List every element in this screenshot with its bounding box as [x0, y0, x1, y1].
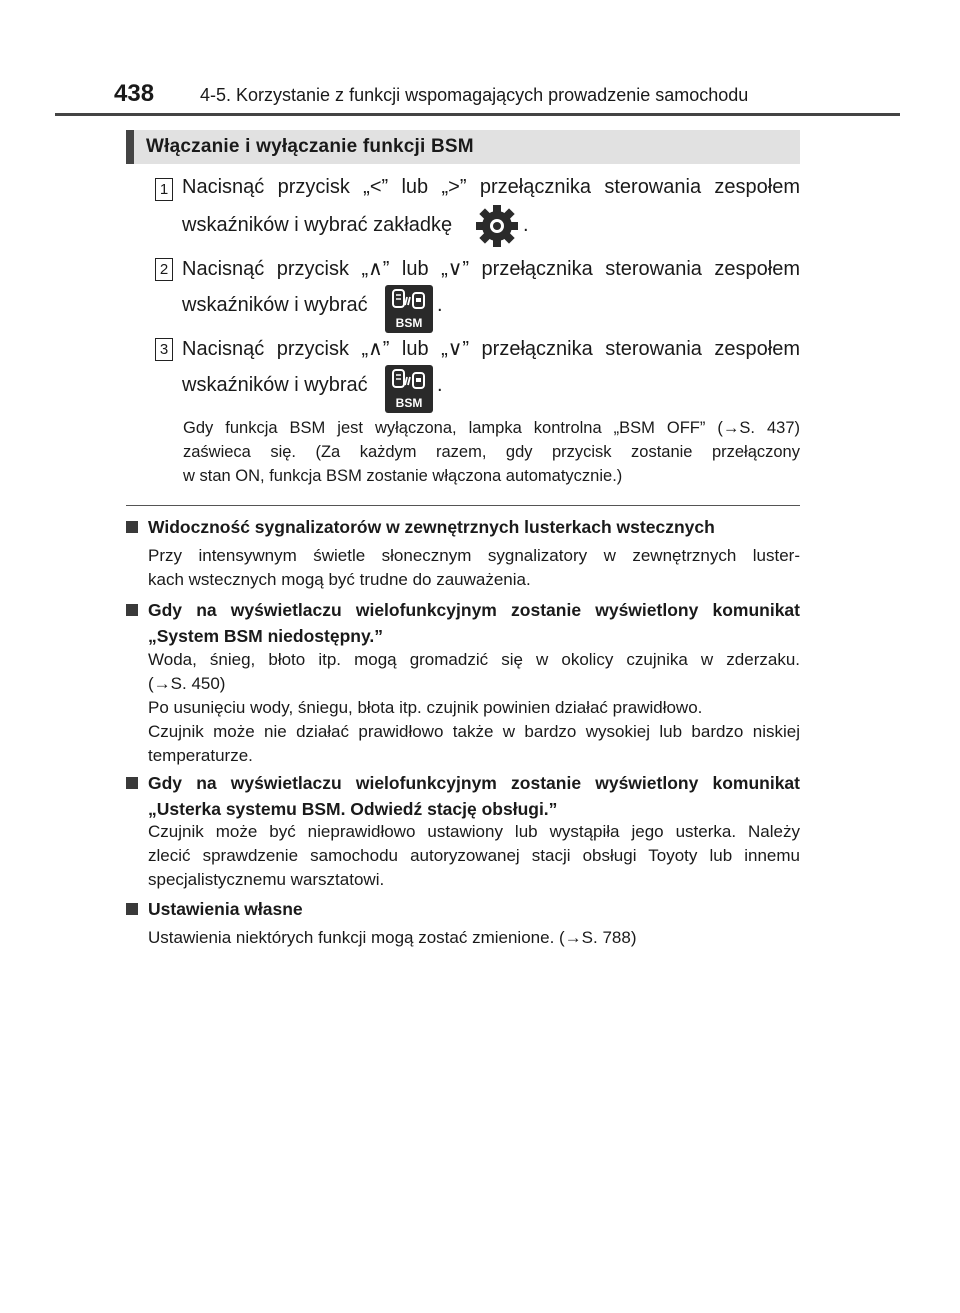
bsm-icon	[385, 365, 433, 413]
bullet-square-icon	[126, 521, 138, 533]
item-body: Czujnik może być nieprawidłowo ustawiony lub wystąpiła jego usterka. Należy zlecić sprawdzenie samochodu autoryzowanej stacji obsługi Toyoty lub innemu specjalistycznemu warsztatowi.	[148, 822, 800, 889]
gear-icon	[473, 202, 521, 250]
bsm-icon-label: BSM	[395, 396, 423, 410]
step-text-end: .	[437, 374, 443, 396]
item-heading: Gdy na wyświetlaczu wielofunkcyjnym zostanie wyświetlony komunikat „System BSM niedostępny.”	[148, 600, 800, 646]
bullet-square-icon	[126, 604, 138, 616]
section-title: Włączanie i wyłączanie funkcji BSM	[146, 136, 474, 157]
note-line: zaświeca się. (Za każdym razem, gdy przycisk zostanie przełączony	[183, 443, 800, 461]
item-heading: Widoczność sygnalizatorów w zewnętrznych lusterkach wstecznych	[148, 517, 715, 537]
step-text-end: .	[437, 294, 443, 316]
step-text-line1: Nacisnąć przycisk „<” lub „>” przełącznika sterowania zespołem	[182, 176, 800, 198]
bullet-square-icon	[126, 777, 138, 789]
step-text-line2: wskaźników i wybrać zakładkę	[182, 214, 453, 236]
step-number: 2	[155, 258, 173, 281]
header-rule	[55, 113, 900, 116]
item-heading: Ustawienia własne	[148, 899, 303, 919]
note-line: Gdy funkcja BSM jest wyłączona, lampka kontrolna „BSM OFF” (→S. 437)	[183, 419, 800, 437]
section-accent	[126, 130, 134, 164]
section-divider	[126, 505, 800, 506]
bsm-off-note	[183, 416, 800, 488]
step-number: 3	[155, 338, 173, 361]
page-number: 438	[114, 80, 155, 107]
page-header	[0, 0, 960, 120]
item-body: Przy intensywnym świetle słonecznym sygnalizatory w zewnętrznych luster- kach wstecznych mogą być trudne do zauważenia.	[148, 546, 800, 589]
step-text-line1: Nacisnąć przycisk „∧” lub „∨” przełącznika sterowania zespołem	[182, 258, 800, 280]
bsm-icon	[385, 285, 433, 333]
step-text-end: .	[523, 214, 529, 236]
item-body: Ustawienia niektórych funkcji mogą zostać zmienione. (→S. 788)	[148, 928, 637, 947]
item-body: Woda, śnieg, błoto itp. mogą gromadzić się w okolicy czujnika w zderzaku. (→S. 450) Po usunięciu wody, śniegu, błota itp. czujnik powinien działać prawidłowo. Czujnik może nie działać prawidłowo także w bardzo wysokiej lub bardzo niskiej temperaturze.	[148, 650, 800, 765]
item-heading: Gdy na wyświetlaczu wielofunkcyjnym zostanie wyświetlony komunikat „Usterka systemu BSM. Odwiedź stację obsługi.”	[148, 773, 800, 819]
section-heading-bar	[126, 130, 800, 164]
step-text-line2: wskaźników i wybrać	[182, 374, 368, 396]
step-text-line2: wskaźników i wybrać	[182, 294, 368, 316]
bullet-square-icon	[126, 903, 138, 915]
bsm-icon-label: BSM	[395, 316, 423, 330]
step-number: 1	[155, 178, 173, 201]
step-text-line1: Nacisnąć przycisk „∧” lub „∨” przełącznika sterowania zespołem	[182, 338, 800, 360]
note-line: w stan ON, funkcja BSM zostanie włączona automatycznie.)	[183, 467, 623, 485]
chapter-title: 4-5. Korzystanie z funkcji wspomagających prowadzenie samochodu	[200, 85, 749, 105]
